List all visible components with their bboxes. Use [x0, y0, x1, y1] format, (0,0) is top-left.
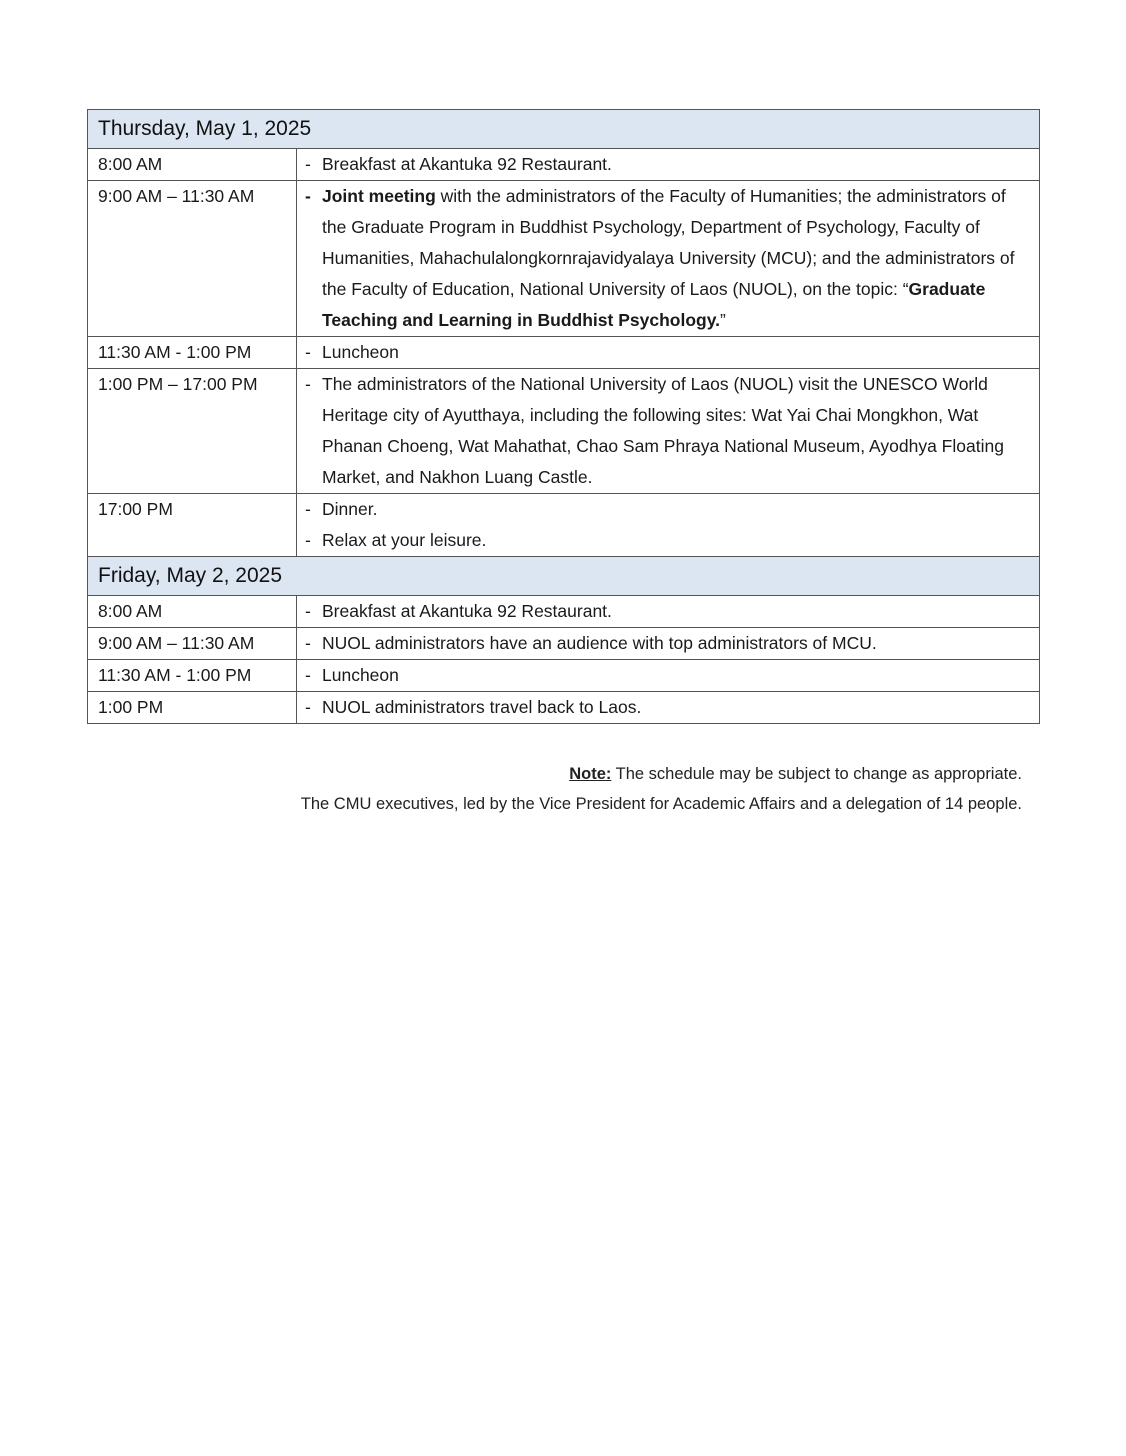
activity-cell [297, 628, 1040, 660]
time-cell: 1:00 PM – 17:00 PM [88, 369, 297, 494]
day-header-row [88, 557, 1040, 596]
bullet-dash: - [305, 601, 311, 621]
time-cell: 9:00 AM – 11:30 AM [88, 628, 297, 660]
activity-text: NUOL administrators travel back to Laos. [322, 697, 642, 717]
activity-item [305, 660, 1029, 691]
activity-cell [297, 337, 1040, 369]
time-cell: 8:00 AM [88, 149, 297, 181]
delegation-note: The CMU executives, led by the Vice President for Academic Affairs and a delegation of 14 people. [300, 795, 1022, 813]
bullet-dash: - [305, 342, 311, 362]
schedule-row [88, 369, 1040, 494]
activity-item [305, 369, 1029, 493]
schedule-row [88, 692, 1040, 724]
bullet-dash: - [305, 374, 311, 394]
time-cell: 8:00 AM [88, 596, 297, 628]
note-text: The schedule may be subject to change as appropriate. [611, 765, 1022, 783]
activity-text: Breakfast at Akantuka 92 Restaurant. [322, 601, 612, 621]
activity-cell [297, 149, 1040, 181]
meeting-description [322, 181, 1029, 336]
activity-cell [297, 660, 1040, 692]
schedule-row [88, 494, 1040, 557]
activity-item [305, 337, 1029, 368]
note-label: Note: [569, 765, 612, 783]
time-cell: 9:00 AM – 11:30 AM [88, 181, 297, 337]
activity-item [305, 596, 1029, 627]
activity-cell [297, 181, 1040, 337]
schedule-row [88, 337, 1040, 369]
schedule-row [88, 660, 1040, 692]
time-cell: 17:00 PM [88, 494, 297, 557]
day-header-row [88, 110, 1040, 149]
activity-text: Luncheon [322, 665, 399, 685]
notes-block [122, 759, 1022, 819]
schedule-note [122, 759, 1022, 789]
bullet-dash: - [305, 499, 311, 519]
activity-item [305, 525, 1029, 556]
activity-text: NUOL administrators have an audience with top administrators of MCU. [322, 633, 877, 653]
activity-item [305, 149, 1029, 180]
activity-item [305, 181, 1029, 336]
activity-cell [297, 369, 1040, 494]
activity-cell [297, 596, 1040, 628]
meeting-topic: Graduate Teaching and Learning in Buddhist Psychology. [322, 279, 986, 330]
bullet-dash: - [305, 530, 311, 550]
activity-text: Dinner. [322, 499, 378, 519]
time-cell: 11:30 AM - 1:00 PM [88, 337, 297, 369]
activity-text: The administrators of the National University of Laos (NUOL) visit the UNESCO World Heritage city of Ayutthaya, including the following sites: Wat Yai Chai Mongkhon, Wat Phanan Choeng, Wat Mahathat, Chao Sam Phraya National Museum, Ayodhya Floating Market, and Nakhon Luang Castle. [322, 374, 1004, 487]
time-cell: 11:30 AM - 1:00 PM [88, 660, 297, 692]
activity-item [305, 628, 1029, 659]
schedule-row [88, 596, 1040, 628]
meeting-text: with the administrators of the Faculty of Humanities; the administrators of the Graduate Program in Buddhist Psychology, Department of Psychology, Faculty of Humanities, Mahachulalongkornrajavidyalaya University (MCU); and the administrators of the Faculty of Education, National University of Laos (NUOL), on the topic: “ [322, 186, 1015, 299]
time-cell: 1:00 PM [88, 692, 297, 724]
meeting-lead: Joint meeting [322, 186, 436, 206]
schedule-table [87, 109, 1040, 724]
schedule-row [88, 149, 1040, 181]
activity-item [305, 692, 1029, 723]
activity-text: Luncheon [322, 342, 399, 362]
day-title: Thursday, May 1, 2025 [88, 110, 1040, 149]
bullet-dash: - [305, 186, 311, 206]
bullet-dash: - [305, 154, 311, 174]
schedule-row [88, 181, 1040, 337]
activity-item [305, 494, 1029, 525]
day-title: Friday, May 2, 2025 [88, 557, 1040, 596]
activity-text: Relax at your leisure. [322, 530, 487, 550]
meeting-closing: ” [720, 310, 726, 330]
activity-cell [297, 494, 1040, 557]
bullet-dash: - [305, 697, 311, 717]
bullet-dash: - [305, 633, 311, 653]
schedule-row [88, 628, 1040, 660]
activity-text: Breakfast at Akantuka 92 Restaurant. [322, 154, 612, 174]
bullet-dash: - [305, 665, 311, 685]
activity-cell [297, 692, 1040, 724]
